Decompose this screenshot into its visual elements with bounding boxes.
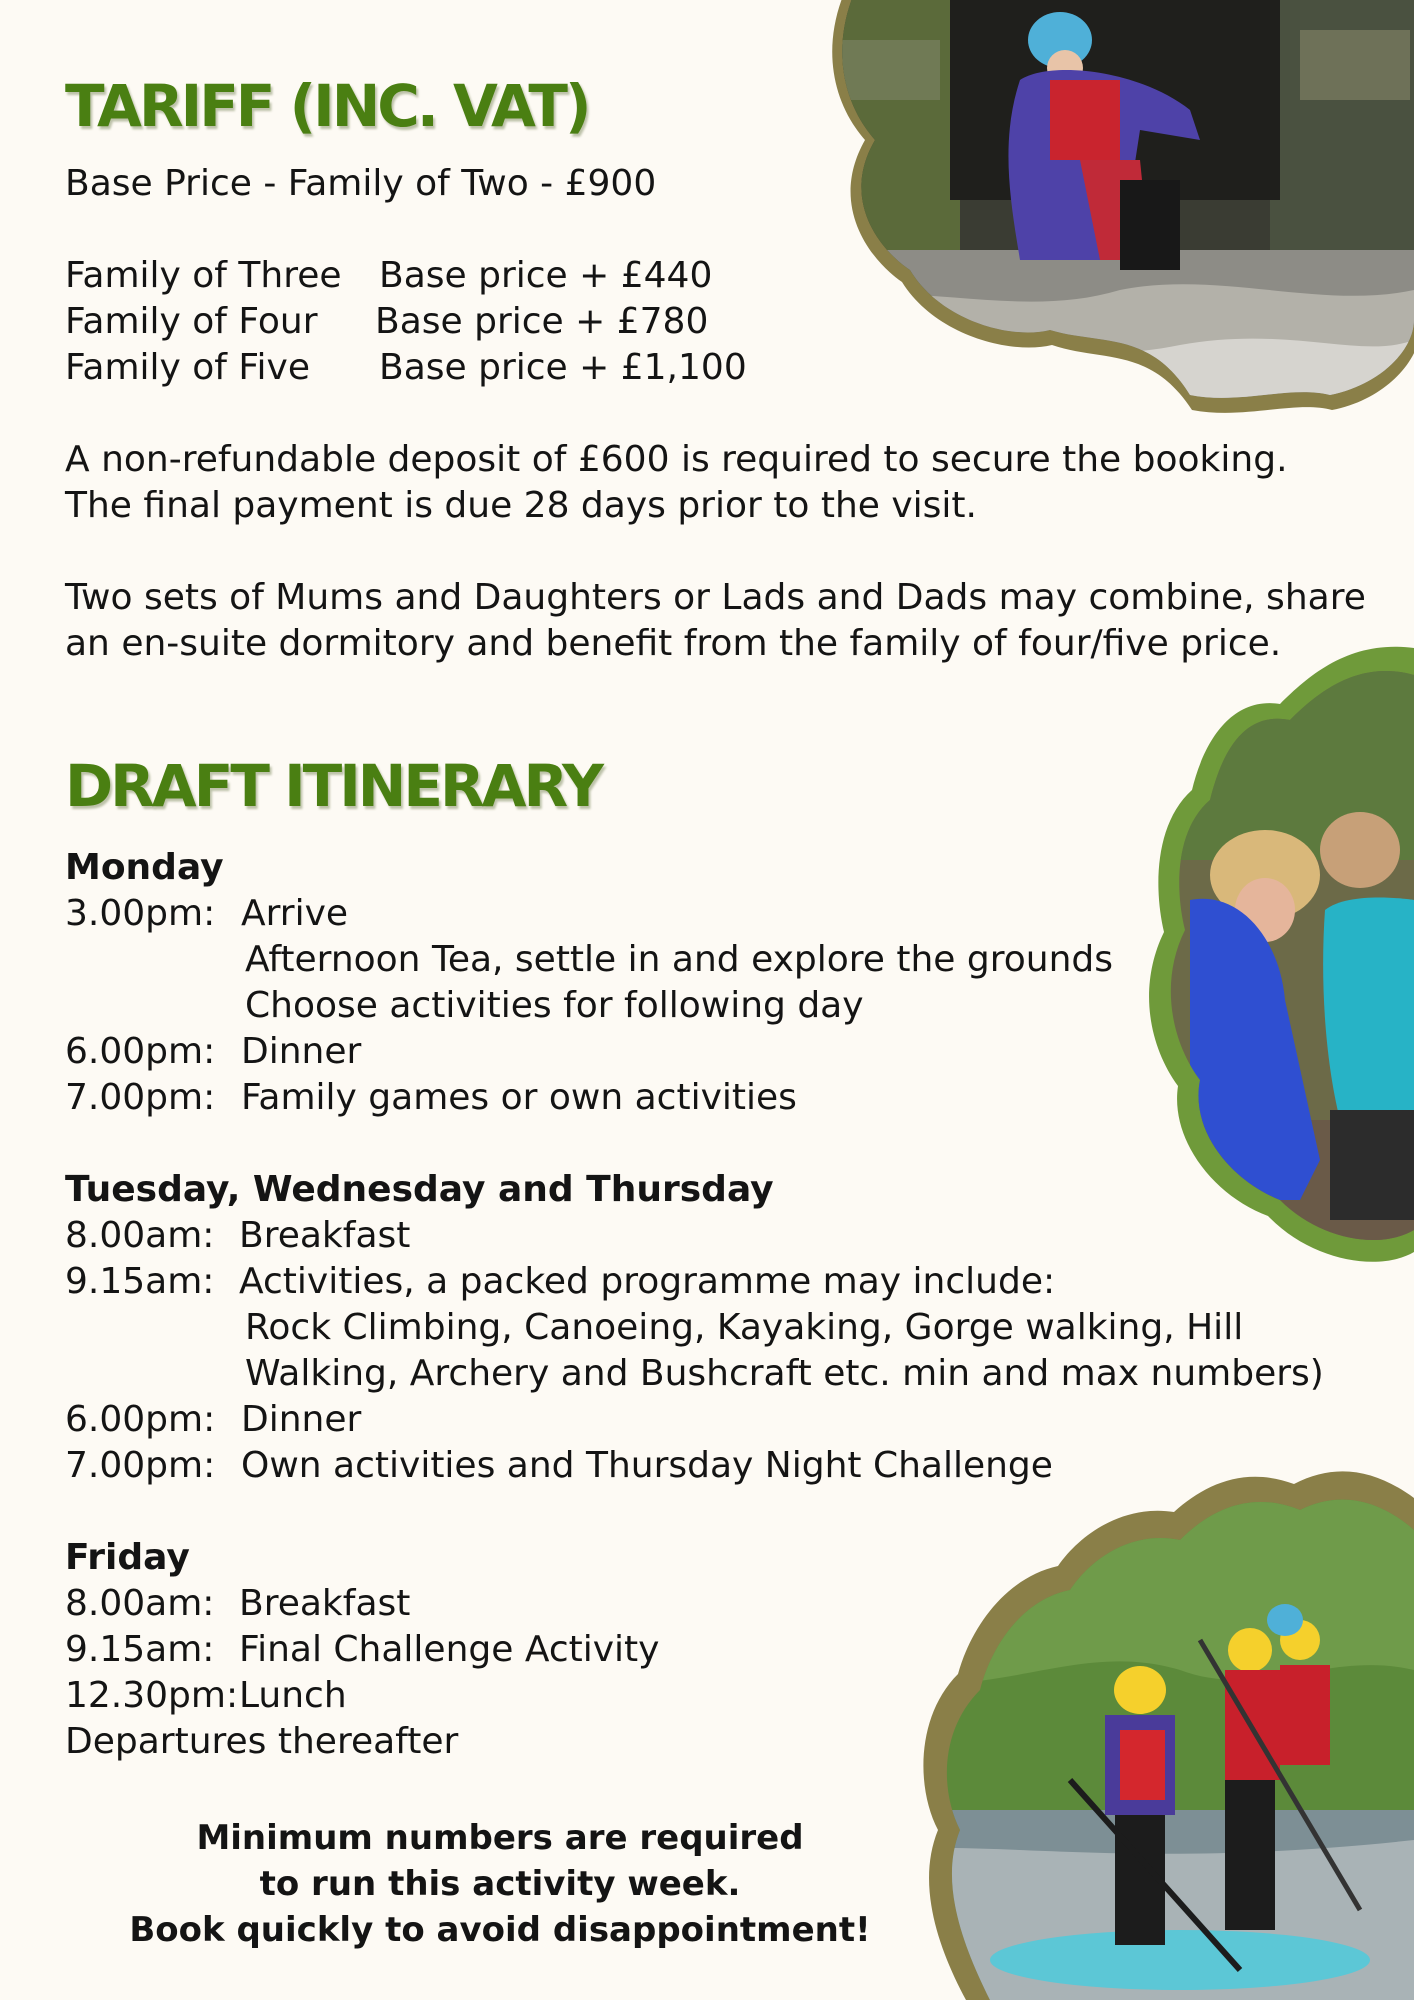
combine-text: Two sets of Mums and Daughters or Lads and Dads may combine, share <box>65 577 1366 618</box>
schedule-row <box>65 1213 1324 1259</box>
schedule-time <box>65 1351 245 1397</box>
day-heading-midweek: Tuesday, Wednesday and Thursday <box>65 1169 774 1210</box>
schedule-text: Activities, a packed programme may include: <box>239 1261 1056 1302</box>
departures-text: Departures thereafter <box>65 1721 459 1762</box>
schedule-text: Dinner <box>241 1031 362 1072</box>
schedule-time <box>65 1305 245 1351</box>
closing-note <box>100 1815 900 1953</box>
itinerary-block <box>65 845 1324 1765</box>
schedule-time: 7.00pm: <box>65 1077 216 1118</box>
schedule-time: 8.00am: <box>65 1215 215 1256</box>
schedule-text: Breakfast <box>239 1583 411 1624</box>
schedule-row <box>65 1397 1324 1443</box>
schedule-row <box>65 937 1324 983</box>
schedule-time: 7.00pm: <box>65 1445 216 1486</box>
price-value: Base price + £440 <box>379 255 713 296</box>
itinerary-heading: DRAFT ITINERARY <box>65 752 601 820</box>
schedule-time: 9.15am: <box>65 1629 215 1670</box>
schedule-time <box>65 937 245 983</box>
schedule-text: Choose activities for following day <box>245 985 864 1026</box>
schedule-text: Lunch <box>239 1675 347 1716</box>
schedule-row <box>65 1259 1324 1305</box>
schedule-row <box>65 1443 1324 1489</box>
schedule-text: Family games or own activities <box>241 1077 797 1118</box>
price-row <box>65 299 1366 345</box>
schedule-text: Walking, Archery and Bushcraft etc. min and max numbers) <box>245 1353 1324 1394</box>
schedule-row <box>65 891 1324 937</box>
schedule-row <box>65 1351 1324 1397</box>
schedule-row <box>65 1029 1324 1075</box>
schedule-time: 6.00pm: <box>65 1399 216 1440</box>
schedule-time: 12.30pm: <box>65 1675 239 1716</box>
closing-line: Minimum numbers are required <box>196 1818 804 1858</box>
schedule-time <box>65 983 245 1029</box>
schedule-text: Afternoon Tea, settle in and explore the grounds <box>245 939 1114 980</box>
day-heading-monday: Monday <box>65 847 224 888</box>
schedule-text: Final Challenge Activity <box>239 1629 660 1670</box>
schedule-row <box>65 1673 1324 1719</box>
final-payment-text: The final payment is due 28 days prior to the visit. <box>65 485 977 526</box>
tariff-heading: TARIFF (INC. VAT) <box>65 72 589 140</box>
price-label: Family of Four <box>65 301 318 342</box>
closing-line: to run this activity week. <box>259 1864 741 1904</box>
schedule-row <box>65 983 1324 1029</box>
schedule-row <box>65 1305 1324 1351</box>
schedule-time: 8.00am: <box>65 1583 215 1624</box>
closing-line: Book quickly to avoid disappointment! <box>129 1910 871 1950</box>
schedule-time: 6.00pm: <box>65 1031 216 1072</box>
schedule-time: 3.00pm: <box>65 893 216 934</box>
schedule-time: 9.15am: <box>65 1261 215 1302</box>
price-row <box>65 253 1366 299</box>
schedule-text: Arrive <box>241 893 349 934</box>
schedule-text: Dinner <box>241 1399 362 1440</box>
price-value: Base price + £780 <box>375 301 709 342</box>
schedule-text: Rock Climbing, Canoeing, Kayaking, Gorge walking, Hill <box>245 1307 1244 1348</box>
schedule-row <box>65 1627 1324 1673</box>
schedule-text: Breakfast <box>239 1215 411 1256</box>
price-label: Family of Five <box>65 347 310 388</box>
price-row <box>65 345 1366 391</box>
schedule-row <box>65 1581 1324 1627</box>
schedule-row <box>65 1075 1324 1121</box>
schedule-text: Own activities and Thursday Night Challenge <box>241 1445 1053 1486</box>
day-heading-friday: Friday <box>65 1537 190 1578</box>
deposit-text: A non-refundable deposit of £600 is required to secure the booking. <box>65 439 1288 480</box>
tariff-block <box>65 161 1366 667</box>
combine-text: an en-suite dormitory and benefit from the family of four/five price. <box>65 623 1282 664</box>
price-label: Family of Three <box>65 255 342 296</box>
base-price: Base Price - Family of Two - £900 <box>65 163 657 204</box>
price-value: Base price + £1,100 <box>379 347 747 388</box>
